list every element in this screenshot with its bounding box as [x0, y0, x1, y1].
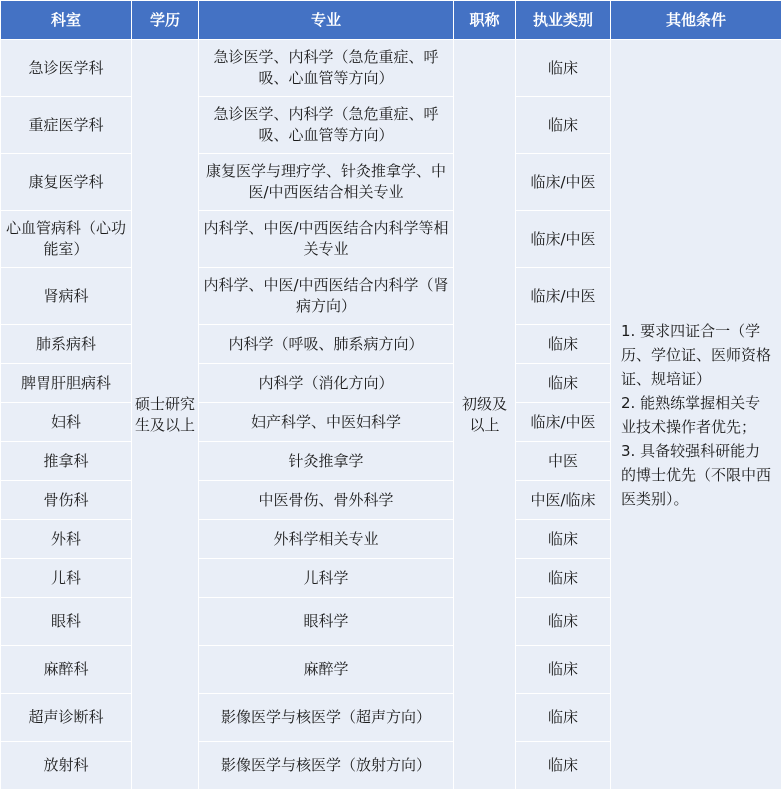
header-practice-type: 执业类别 — [516, 1, 611, 40]
dept-cell: 妇科 — [1, 403, 132, 442]
dept-cell: 放射科 — [1, 742, 132, 790]
dept-cell: 肺系病科 — [1, 325, 132, 364]
major-cell: 麻醉学 — [199, 646, 454, 694]
major-cell: 影像医学与核医学（超声方向） — [199, 694, 454, 742]
dept-cell: 儿科 — [1, 559, 132, 598]
practice-type-cell: 临床/中医 — [516, 268, 611, 325]
practice-type-cell: 中医/临床 — [516, 481, 611, 520]
dept-cell: 脾胃肝胆病科 — [1, 364, 132, 403]
practice-type-cell: 临床/中医 — [516, 154, 611, 211]
practice-type-cell: 临床/中医 — [516, 403, 611, 442]
header-major: 专业 — [199, 1, 454, 40]
dept-cell: 康复医学科 — [1, 154, 132, 211]
major-cell: 急诊医学、内科学（急危重症、呼吸、心血管等方向） — [199, 97, 454, 154]
practice-type-cell: 临床 — [516, 40, 611, 97]
header-other: 其他条件 — [611, 1, 782, 40]
dept-cell: 重症医学科 — [1, 97, 132, 154]
major-cell: 儿科学 — [199, 559, 454, 598]
major-cell: 眼科学 — [199, 598, 454, 646]
header-dept: 科室 — [1, 1, 132, 40]
practice-type-cell: 临床 — [516, 325, 611, 364]
header-education: 学历 — [132, 1, 199, 40]
education-cell: 硕士研究生及以上 — [132, 40, 199, 790]
major-cell: 外科学相关专业 — [199, 520, 454, 559]
major-cell: 康复医学与理疗学、针灸推拿学、中医/中西医结合相关专业 — [199, 154, 454, 211]
dept-cell: 超声诊断科 — [1, 694, 132, 742]
major-cell: 急诊医学、内科学（急危重症、呼吸、心血管等方向） — [199, 40, 454, 97]
dept-cell: 心血管病科（心功能室） — [1, 211, 132, 268]
dept-cell: 眼科 — [1, 598, 132, 646]
practice-type-cell: 临床 — [516, 694, 611, 742]
practice-type-cell: 临床 — [516, 364, 611, 403]
dept-cell: 外科 — [1, 520, 132, 559]
header-title: 职称 — [454, 1, 516, 40]
dept-cell: 肾病科 — [1, 268, 132, 325]
dept-cell: 骨伤科 — [1, 481, 132, 520]
practice-type-cell: 中医 — [516, 442, 611, 481]
major-cell: 针灸推拿学 — [199, 442, 454, 481]
dept-cell: 急诊医学科 — [1, 40, 132, 97]
practice-type-cell: 临床 — [516, 559, 611, 598]
other-conditions-cell: 1. 要求四证合一（学历、学位证、医师资格证、规培证） 2. 能熟练掌握相关专业技术操作者优先； 3. 具备较强科研能力的博士优先（不限中西医类别）。 — [611, 40, 782, 790]
major-cell: 内科学（消化方向） — [199, 364, 454, 403]
practice-type-cell: 临床/中医 — [516, 211, 611, 268]
title-level-cell: 初级及以上 — [454, 40, 516, 790]
major-cell: 内科学、中医/中西医结合内科学等相关专业 — [199, 211, 454, 268]
table-row — [1, 40, 782, 97]
major-cell: 内科学、中医/中西医结合内科学（肾病方向） — [199, 268, 454, 325]
major-cell: 内科学（呼吸、肺系病方向） — [199, 325, 454, 364]
practice-type-cell: 临床 — [516, 646, 611, 694]
major-cell: 中医骨伤、骨外科学 — [199, 481, 454, 520]
practice-type-cell: 临床 — [516, 520, 611, 559]
header-row — [1, 1, 782, 40]
practice-type-cell: 临床 — [516, 97, 611, 154]
dept-cell: 麻醉科 — [1, 646, 132, 694]
dept-cell: 推拿科 — [1, 442, 132, 481]
major-cell: 妇产科学、中医妇科学 — [199, 403, 454, 442]
practice-type-cell: 临床 — [516, 742, 611, 790]
major-cell: 影像医学与核医学（放射方向） — [199, 742, 454, 790]
practice-type-cell: 临床 — [516, 598, 611, 646]
